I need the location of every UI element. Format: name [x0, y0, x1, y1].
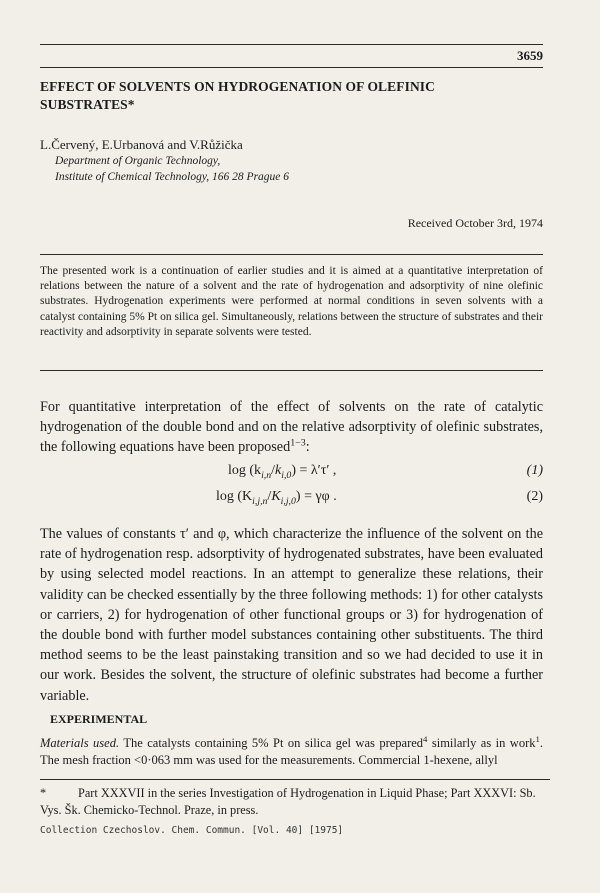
footnote-text: Part XXXVII in the series Investigation of Hydrogenation in Liquid Phase; Part XXXVI: Sb. Vys. Šk. Chemicko-Technol. Praze, in press.: [40, 786, 536, 817]
intro-ref: 1−3: [290, 437, 306, 449]
footnote-marker: *: [40, 786, 47, 800]
eq1-den: k: [275, 463, 282, 478]
equation-1: [40, 463, 543, 485]
eq1-rhs: ) = λ′τ′ ,: [291, 463, 337, 478]
eq2-sub-c: i,j,0: [280, 495, 296, 507]
equation-2: [40, 489, 543, 511]
experimental-text-3: . The mesh fraction <0·063 mm was used for the measurements. Commercial 1-hexene, allyl: [40, 736, 543, 767]
eq1-sub-a: i,n: [261, 469, 272, 481]
abstract-top-rule: [40, 254, 543, 255]
intro-after: :: [305, 439, 310, 456]
eq1-lhs: log (k: [228, 463, 262, 478]
affiliation-line-2: Institute of Chemical Technology, 166 28 Prague 6: [55, 171, 290, 183]
experimental-text-1: The catalysts containing 5% Pt on silica gel was prepared: [119, 736, 424, 750]
footnote: [40, 785, 543, 819]
top-rule: [40, 44, 543, 45]
experimental-ref-1: 4: [423, 733, 428, 744]
received-date: Received October 3rd, 1974: [407, 216, 543, 230]
experimental-label: Materials used.: [40, 736, 120, 750]
eq2-sub-a: i,j,n: [252, 495, 268, 507]
abstract: The presented work is a continuation of earlier studies and it is aimed at a quantitative interpretation of relations between the nature of a solvent and the rate of hydrogenation and adsorptivity of nine olefinic substrates. Hydrogenation experiments were performed at normal conditions in seven solvents with a catalyst containing 5% Pt on silica gel. Simultaneously, relations between the structure of substrates and their reactivity and adsorptivity in separate solvents were tested.: [40, 265, 543, 338]
journal-footer: Collection Czechoslov. Chem. Commun. [Vol. 40] [1975]: [40, 825, 344, 836]
experimental-paragraph: [40, 735, 543, 769]
experimental-ref-2: 1: [535, 733, 540, 744]
equation-2-expression: $\log (K_{i,j,n}/K_{i,j,0}) = \gamma\varphi$ .: [216, 489, 337, 507]
eq2-rhs: ) = γφ .: [295, 489, 337, 504]
intro-text: For quantitative interpretation of the effect of solvents on the rate of catalytic hydrogenation of the double bond and on the relative adsorptivity of olefinic substrates, the following equations have been proposed: [40, 399, 543, 456]
affiliation-line-1: Department of Organic Technology,: [55, 155, 221, 167]
eq1-sub-c: i,0: [281, 469, 292, 481]
article-affiliation: [55, 153, 289, 185]
equation-2-number: (2): [526, 489, 543, 504]
abstract-bottom-rule: [40, 370, 543, 371]
article-title: EFFECT OF SOLVENTS ON HYDROGENATION OF OLEFINIC SUBSTRATES*: [40, 79, 436, 112]
page-number: 3659: [517, 48, 543, 63]
section-heading-experimental: EXPERIMENTAL: [50, 712, 148, 726]
equation-1-expression: $\log (k_{i,n}/k_{i,0}) = \lambda'\tau'$ ,: [228, 463, 337, 481]
intro-paragraph: [40, 397, 543, 458]
header-rule: [40, 67, 543, 68]
eq2-den: K: [271, 489, 281, 504]
footnote-rule: [40, 779, 550, 780]
experimental-text-2: similarly as in work: [427, 736, 536, 750]
body-paragraph-2: The values of constants τ′ and φ, which characterize the influence of the solvent on the rate of hydrogenation resp. adsorptivity of hydrogenated substrates, have been evaluated by using selected model reactions. In an attempt to generalize these relations, their validity can be checked essentially by the three following methods: 1) for other catalysts or carriers, 2) for hydrogenation of other functional groups or 3) for hydrogenation of the double bond with further model substances containing other substituents. The third method seems to be the least painstaking transition and so we had decided to use it in our work. Besides the solvent, the structure of olefinic substrates had become a further variable.: [40, 526, 543, 704]
eq2-lhs: log (K: [216, 489, 253, 504]
equation-1-number: (1): [526, 463, 543, 478]
article-authors: L.Červený, E.Urbanová and V.Růžička: [40, 137, 243, 152]
